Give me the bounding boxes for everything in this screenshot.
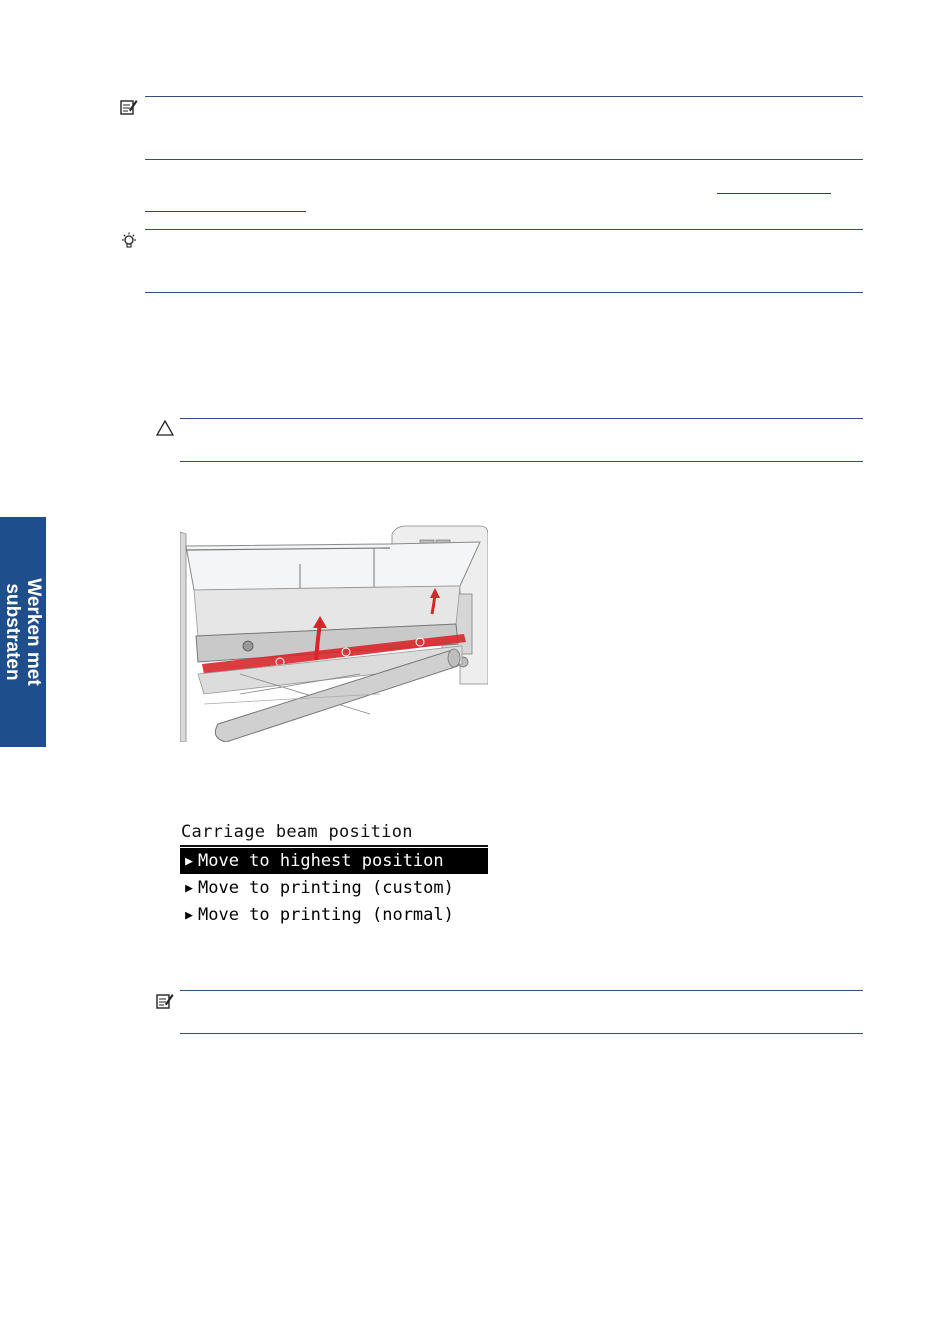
chapter-side-tab-line2: substraten bbox=[2, 583, 23, 681]
chapter-side-tab bbox=[0, 517, 46, 747]
menu-arrow-icon: ▶ bbox=[185, 907, 193, 923]
note-top-rule bbox=[145, 96, 863, 97]
caution-top-rule bbox=[180, 418, 863, 419]
chapter-side-tab-label bbox=[2, 578, 44, 685]
caution-bottom-rule bbox=[180, 461, 863, 462]
menu-item-label: Move to printing (custom) bbox=[198, 878, 454, 898]
note2-bottom-rule bbox=[180, 1033, 863, 1034]
tip-lightbulb-icon bbox=[120, 232, 138, 255]
note-icon bbox=[156, 992, 174, 1015]
menu-arrow-icon: ▶ bbox=[185, 880, 193, 896]
chapter-side-tab-line1: Werken met bbox=[23, 578, 44, 686]
menu-item-move-printing-normal[interactable] bbox=[180, 902, 488, 928]
menu-item-label: Move to highest position bbox=[198, 851, 444, 871]
menu-item-move-highest[interactable] bbox=[180, 848, 488, 874]
note-icon bbox=[120, 98, 138, 121]
caution-triangle-icon bbox=[156, 420, 174, 441]
menu-item-move-printing-custom[interactable] bbox=[180, 875, 488, 901]
control-panel-title-underline bbox=[180, 845, 488, 847]
tip-bottom-rule bbox=[145, 292, 863, 293]
note-bottom-rule bbox=[145, 159, 863, 160]
menu-arrow-icon: ▶ bbox=[185, 853, 193, 869]
cross-reference-link-continued[interactable] bbox=[145, 211, 306, 212]
control-panel-title: Carriage beam position bbox=[181, 822, 413, 842]
note2-top-rule bbox=[180, 990, 863, 991]
cross-reference-link[interactable] bbox=[717, 193, 831, 194]
tip-top-rule bbox=[145, 229, 863, 230]
menu-item-label: Move to printing (normal) bbox=[198, 905, 454, 925]
carriage-beam-figure bbox=[180, 524, 488, 742]
